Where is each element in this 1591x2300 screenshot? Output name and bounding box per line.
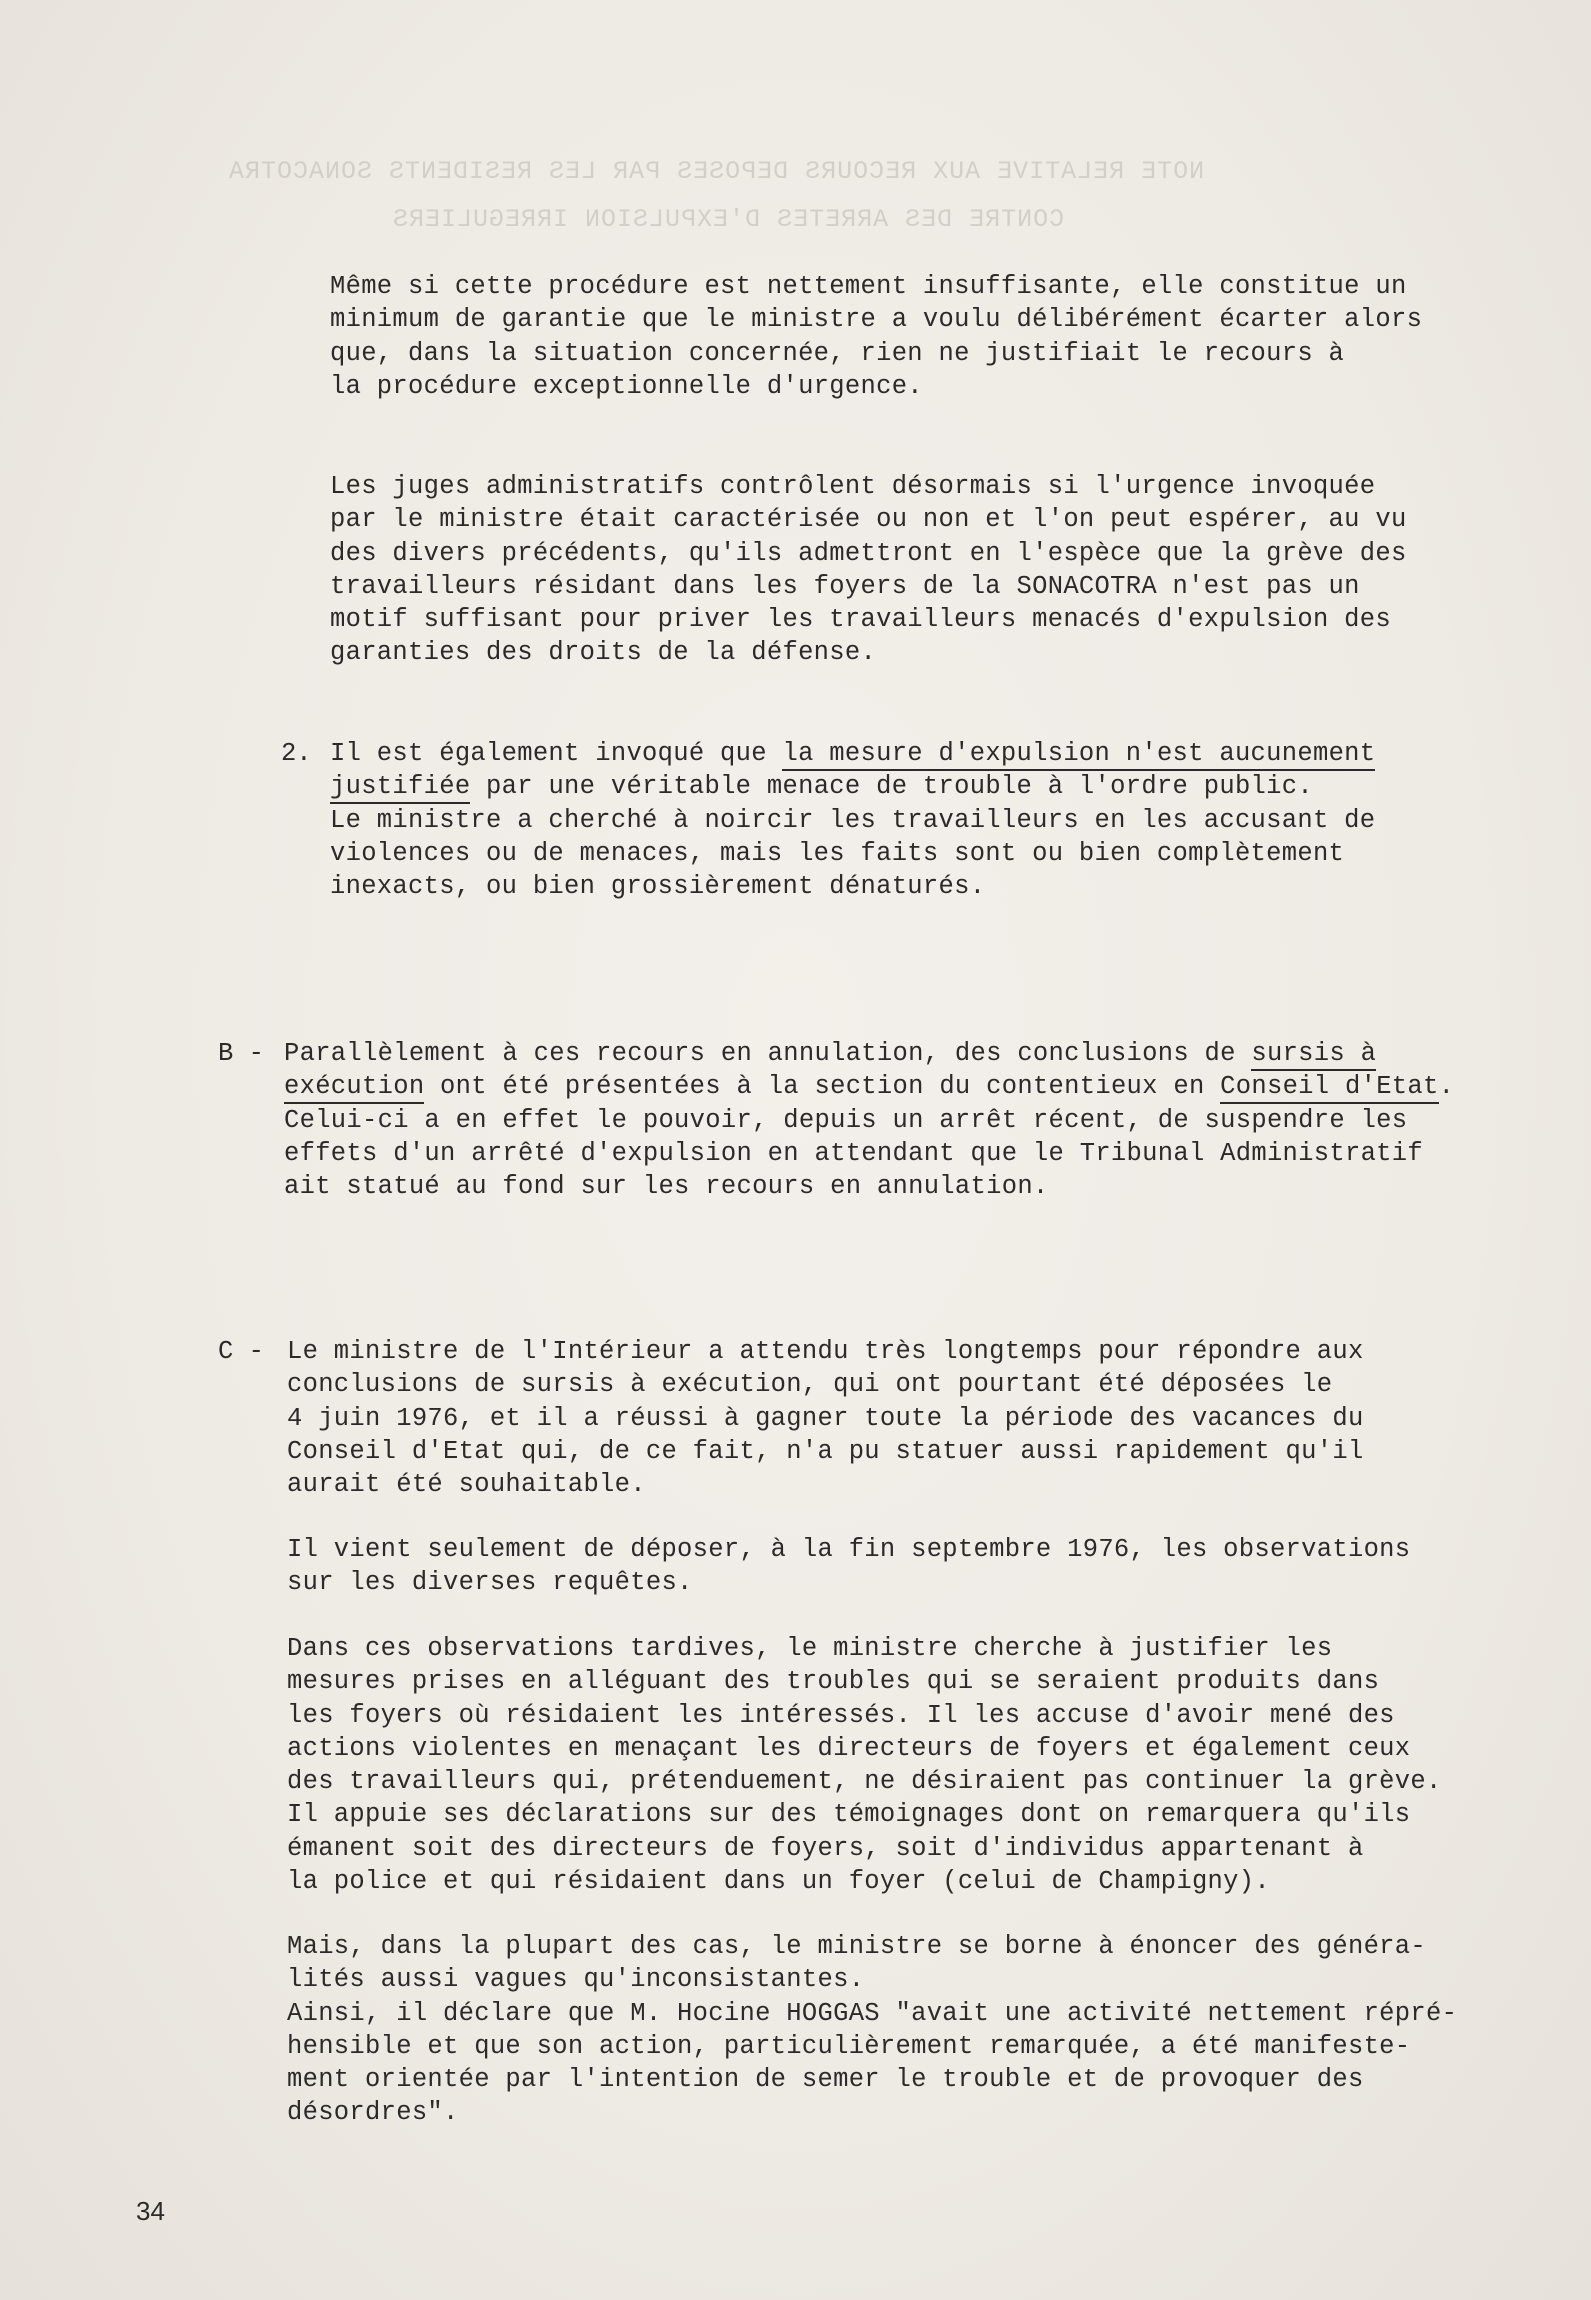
text-line: Le ministre de l'Intérieur a attendu très longtemps pour répondre aux (287, 1337, 1364, 1366)
text-line: Même si cette procédure est nettement insuffisante, elle constitue un (330, 272, 1407, 301)
text-line: minimum de garantie que le ministre a voulu délibérément écarter alors (330, 305, 1423, 335)
text-line: travailleurs résidant dans les foyers de la SONACOTRA n'est pas un (330, 571, 1360, 601)
text-line: la police et qui résidaient dans un foyer (celui de Champigny). (287, 1867, 1270, 1897)
underlined-text: sursis à (1251, 1039, 1376, 1071)
text-line: 4 juin 1976, et il a réussi à gagner toute la période des vacances du (287, 1403, 1364, 1433)
section-marker-b: B - (218, 1039, 264, 1068)
text-line: les foyers où résidaient les intéressés. Il les accuse d'avoir mené des (287, 1700, 1395, 1730)
text-line: exécution ont été présentées à la section du contentieux en Conseil d'Etat. (284, 1070, 1454, 1103)
text-line: Mais, dans la plupart des cas, le ministre se borne à énoncer des généra- (287, 1932, 1426, 1961)
text-line: que, dans la situation concernée, rien ne justifiait le recours à (330, 338, 1345, 368)
paragraph-section-c-4 (287, 1930, 1457, 2130)
text-line: sur les diverses requêtes. (287, 1568, 693, 1598)
text-line: Celui-ci a en effet le pouvoir, depuis un arrêt récent, de suspendre les (284, 1105, 1408, 1135)
paragraph-point-2 (330, 737, 1375, 903)
text-line: lités aussi vagues qu'inconsistantes. (287, 1965, 865, 1995)
text-line: violences ou de menaces, mais les faits sont ou bien complètement (330, 838, 1345, 868)
text-line: des travailleurs qui, prétenduement, ne désiraient pas continuer la grève. (287, 1767, 1442, 1797)
text-line: ait statué au fond sur les recours en annulation. (284, 1172, 1049, 1202)
text-line: la procédure exceptionnelle d'urgence. (330, 371, 923, 401)
text-line: hensible et que son action, particulièrement remarquée, a été manifeste- (287, 2031, 1411, 2061)
section-marker-c: C - (218, 1337, 264, 1366)
paragraph-procedure (330, 270, 1422, 403)
paragraph-section-c-2 (287, 1533, 1410, 1600)
text-line: Dans ces observations tardives, le ministre cherche à justifier les (287, 1634, 1333, 1663)
underlined-text: la mesure d'expulsion n'est aucunement (782, 739, 1375, 771)
text-line: effets d'un arrêté d'expulsion en attendant que le Tribunal Administratif (284, 1138, 1423, 1168)
paragraph-section-b (284, 1037, 1454, 1203)
text-line: Conseil d'Etat qui, de ce fait, n'a pu statuer aussi rapidement qu'il (287, 1436, 1364, 1466)
text-line: par le ministre était caractérisée ou non et l'on peut espérer, au vu (330, 505, 1407, 535)
text-line: ment orientée par l'intention de semer le trouble et de provoquer des (287, 2065, 1364, 2095)
underlined-text: Conseil d'Etat (1220, 1072, 1438, 1104)
text-line: conclusions de sursis à exécution, qui ont pourtant été déposées le (287, 1370, 1333, 1400)
list-marker-2: 2. (281, 739, 312, 768)
text-line: justifiée par une véritable menace de trouble à l'ordre public. (330, 770, 1375, 803)
underlined-text: justifiée (330, 772, 470, 804)
text-line: Il appuie ses déclarations sur des témoignages dont on remarquera qu'ils (287, 1800, 1411, 1830)
page-number: 34 (136, 2196, 165, 2226)
bleed-through-title-line1: NOTE RELATIVE AUX RECOURS DEPOSES PAR LES RESIDENTS SONACOTRA (228, 157, 1205, 186)
text-line: Parallèlement à ces recours en annulation, des conclusions de sursis à (284, 1037, 1454, 1070)
bleed-through-title-line2: CONTRE DES ARRETES D'EXPULSION IRREGULIERS (392, 205, 1065, 234)
underlined-text: exécution (284, 1072, 424, 1104)
text-line: Le ministre a cherché à noircir les travailleurs en les accusant de (330, 805, 1376, 835)
text-line: garanties des droits de la défense. (330, 638, 877, 668)
text-line: Les juges administratifs contrôlent désormais si l'urgence invoquée (330, 472, 1376, 501)
text-line: Il est également invoqué que la mesure d'expulsion n'est aucunement (330, 737, 1375, 770)
text-line: aurait été souhaitable. (287, 1470, 646, 1500)
text-line: émanent soit des directeurs de foyers, soit d'individus appartenant à (287, 1833, 1364, 1863)
text-line: actions violentes en menaçant les directeurs de foyers et également ceux (287, 1733, 1411, 1763)
paragraph-section-c-3 (287, 1632, 1442, 1898)
text-line: Ainsi, il déclare que M. Hocine HOGGAS "avait une activité nettement répré- (287, 1998, 1458, 2028)
text-line: motif suffisant pour priver les travailleurs menacés d'expulsion des (330, 605, 1391, 635)
text-line: Il vient seulement de déposer, à la fin septembre 1976, les observations (287, 1535, 1411, 1564)
text-line: mesures prises en alléguant des troubles qui se seraient produits dans (287, 1667, 1380, 1697)
paragraph-juges (330, 470, 1407, 670)
paragraph-section-c-1 (287, 1335, 1364, 1501)
text-line: des divers précédents, qu'ils admettront en l'espèce que la grève des (330, 538, 1407, 568)
text-line: inexacts, ou bien grossièrement dénaturés. (330, 872, 986, 902)
text-line: désordres". (287, 2098, 459, 2128)
